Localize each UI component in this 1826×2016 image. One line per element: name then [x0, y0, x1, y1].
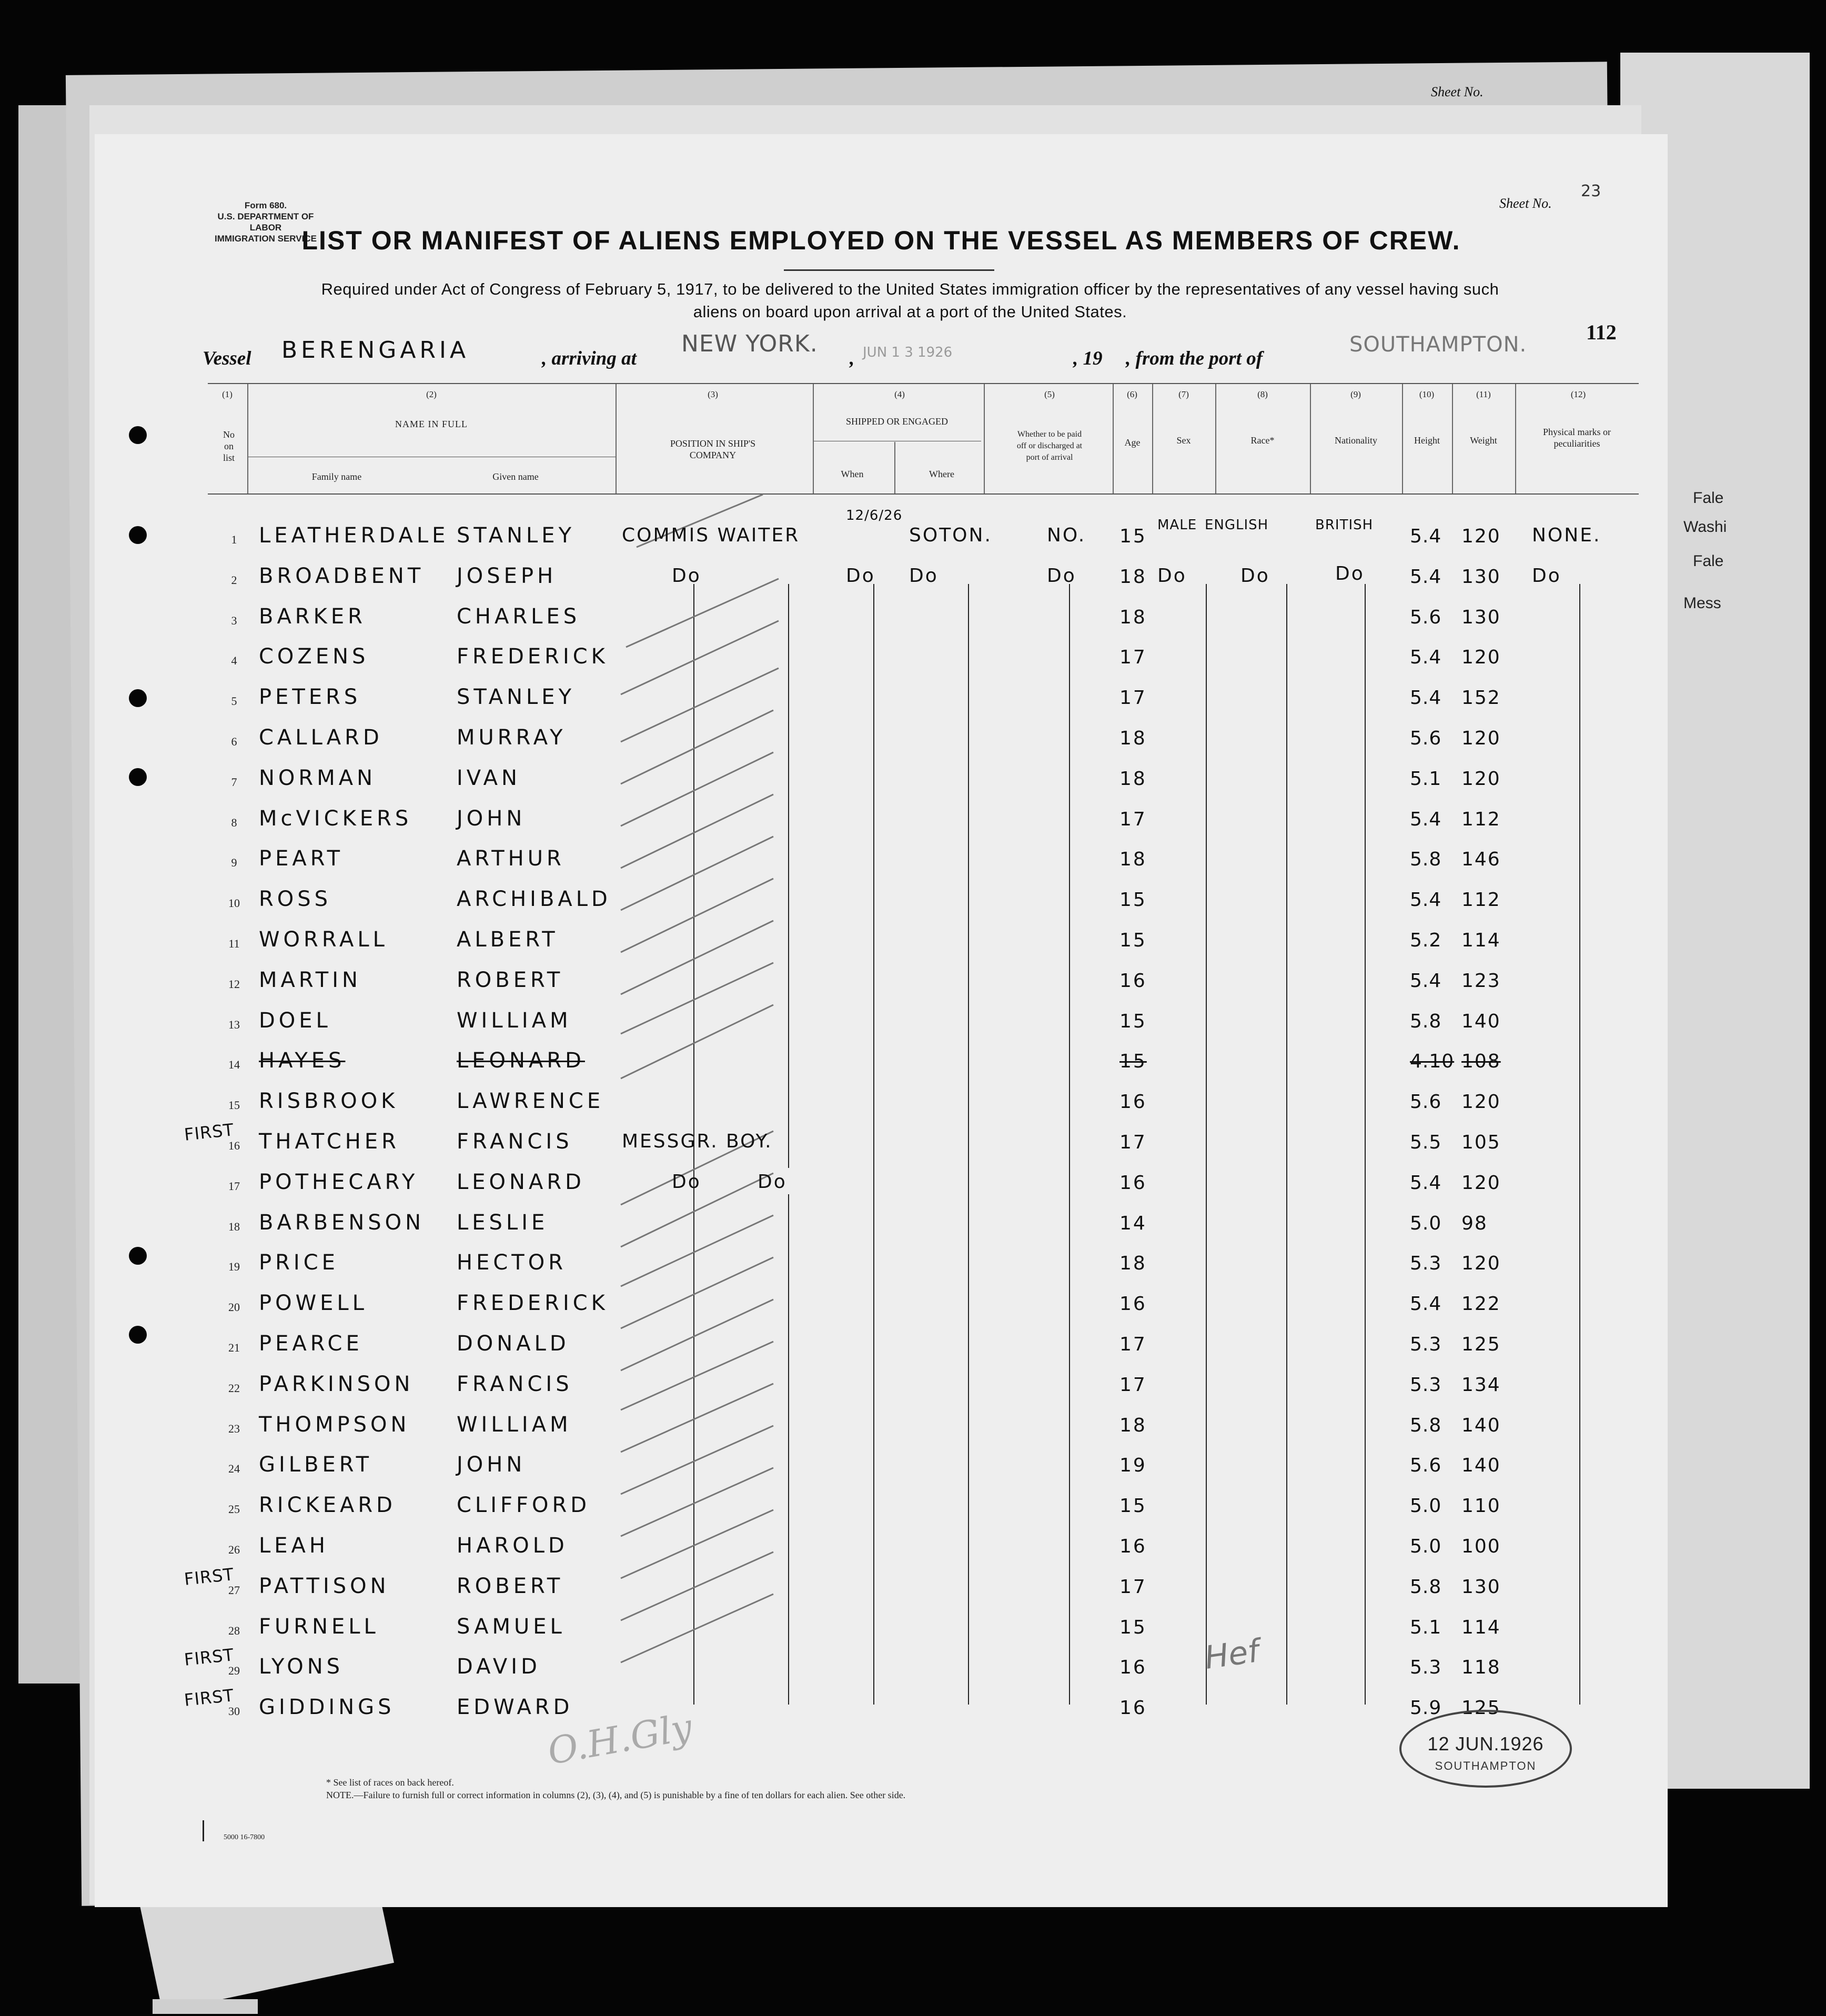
row-number: 16	[228, 1139, 240, 1152]
given-name: HECTOR	[457, 1251, 567, 1275]
height: 5.4	[1410, 526, 1442, 547]
weight: 130	[1461, 1576, 1501, 1598]
family-name: McVICKERS	[259, 807, 412, 831]
stamp-date: 12 JUN.1926	[1427, 1733, 1544, 1755]
faint-signature: O.H.Gly	[544, 1705, 695, 1773]
weight: 140	[1461, 1415, 1501, 1436]
shipped-when: 12/6/26	[846, 508, 903, 523]
age: 17	[1119, 1576, 1147, 1598]
page-subtitle	[179, 278, 1641, 323]
position: Do	[672, 565, 701, 587]
age: 16	[1119, 1697, 1147, 1719]
family-name: PETERS	[259, 685, 361, 709]
row-number: 26	[228, 1543, 240, 1556]
weight: 110	[1461, 1495, 1501, 1517]
margin-tick	[203, 1820, 204, 1841]
weight: 100	[1461, 1536, 1501, 1557]
punch-hole	[129, 1247, 147, 1265]
paid-off: NO.	[1047, 525, 1086, 546]
age: 16	[1119, 1172, 1147, 1194]
row-number: 14	[228, 1058, 240, 1071]
given-name: ROBERT	[457, 968, 564, 992]
margin-note: FIRST	[183, 1685, 235, 1710]
height: 5.0	[1410, 1495, 1442, 1517]
ditto-line-race	[1286, 584, 1287, 1705]
weight: 120	[1461, 1091, 1501, 1113]
col-num-10: (10)	[1419, 389, 1435, 399]
weight: 120	[1461, 768, 1501, 790]
weight: 114	[1461, 930, 1501, 951]
pencil-initials: Hef	[1202, 1632, 1262, 1677]
given-name: LESLIE	[457, 1211, 549, 1235]
given-name: EDWARD	[457, 1695, 573, 1719]
family-name: COZENS	[259, 644, 369, 669]
family-name: PARKINSON	[259, 1372, 414, 1396]
given-name: LEONARD	[457, 1170, 585, 1194]
family-name: GILBERT	[259, 1453, 373, 1477]
age: 14	[1119, 1213, 1147, 1234]
punch-hole	[129, 526, 147, 544]
sheet-number-value: 23	[1581, 182, 1601, 200]
height: 5.8	[1410, 1576, 1442, 1598]
position: MESSGR. BOY.	[622, 1131, 773, 1152]
family-name: THOMPSON	[259, 1413, 410, 1437]
family-name: WORRALL	[259, 928, 388, 952]
height: 5.9	[1410, 1697, 1442, 1719]
position: Do	[672, 1171, 701, 1193]
col-num-6: (6)	[1127, 389, 1137, 399]
age: 18	[1119, 1253, 1147, 1274]
weight: 122	[1461, 1293, 1501, 1315]
header-when: When	[841, 469, 864, 479]
age: 17	[1119, 1334, 1147, 1355]
sheet-number-label: Sheet No.	[1499, 196, 1552, 211]
height: 5.4	[1410, 1172, 1442, 1194]
header-given-name: Given name	[492, 471, 539, 482]
age: 17	[1119, 647, 1147, 668]
header-nationality: Nationality	[1335, 435, 1377, 446]
row-number: 30	[228, 1705, 240, 1718]
shipped-when: Do	[846, 565, 875, 587]
row-number: 8	[231, 816, 237, 829]
paid-off: Do	[1047, 565, 1076, 587]
vessel-label: Vessel	[203, 348, 251, 369]
given-name: WILLIAM	[457, 1413, 572, 1437]
height: 5.3	[1410, 1253, 1442, 1274]
family-name: LEAH	[259, 1534, 329, 1558]
right-margin-word-1: Fale	[1693, 489, 1724, 507]
row-number: 28	[228, 1624, 240, 1637]
weight: 105	[1461, 1132, 1501, 1153]
age: 18	[1119, 768, 1147, 790]
sex: MALE	[1157, 517, 1197, 533]
vessel-name: BERENGARIA	[281, 337, 470, 364]
family-name: LYONS	[259, 1655, 344, 1679]
given-name: LAWRENCE	[457, 1089, 604, 1113]
family-name: FURNELL	[259, 1615, 379, 1639]
row-number: 7	[231, 775, 237, 789]
title-divider	[784, 269, 994, 271]
col-num-2: (2)	[426, 389, 437, 399]
height: 5.8	[1410, 1415, 1442, 1436]
weight: 120	[1461, 728, 1501, 749]
family-name: MARTIN	[259, 968, 361, 992]
age: 15	[1119, 526, 1147, 547]
header-family-name: Family name	[311, 471, 362, 482]
family-name: GIDDINGS	[259, 1695, 395, 1719]
row-number: 18	[228, 1220, 240, 1233]
weight: 108	[1461, 1051, 1501, 1072]
family-name: PRICE	[259, 1251, 339, 1275]
height: 4.10	[1410, 1051, 1455, 1072]
height: 5.0	[1410, 1536, 1442, 1557]
from-port-label: , from the port of	[1126, 348, 1263, 369]
date-stamp: JUN 1 3 1926	[863, 345, 953, 360]
age: 16	[1119, 970, 1147, 992]
punch-hole	[129, 689, 147, 707]
col-num-11: (11)	[1476, 389, 1491, 399]
col-divider	[894, 442, 895, 493]
family-name: PATTISON	[259, 1574, 390, 1598]
height: 5.6	[1410, 607, 1442, 628]
given-name: ARCHIBALD	[457, 887, 611, 911]
given-name: IVAN	[457, 766, 521, 790]
header-age: Age	[1124, 437, 1141, 448]
height: 5.8	[1410, 1011, 1442, 1032]
family-name: PEARCE	[259, 1332, 363, 1356]
page-title: LIST OR MANIFEST OF ALIENS EMPLOYED ON THE VESSEL AS MEMBERS OF CREW.	[301, 226, 1461, 255]
age: 17	[1119, 687, 1147, 709]
header-sex: Sex	[1176, 435, 1191, 446]
given-name: FREDERICK	[457, 644, 609, 669]
height: 5.4	[1410, 889, 1442, 911]
page-number: 112	[1586, 320, 1617, 344]
form-number: Form 680.	[244, 200, 287, 210]
weight: 152	[1461, 687, 1501, 709]
col-num-12: (12)	[1570, 389, 1586, 399]
given-name: JOSEPH	[457, 564, 557, 588]
print-code: 5000 16-7800	[224, 1833, 265, 1841]
from-port: SOUTHAMPTON.	[1349, 332, 1527, 357]
shipped-where: SOTON.	[909, 525, 992, 546]
margin-note: FIRST	[183, 1564, 235, 1589]
age: 18	[1119, 849, 1147, 870]
row-number: 10	[228, 896, 240, 910]
age: 15	[1119, 1495, 1147, 1517]
weight: 120	[1461, 647, 1501, 668]
shipped-where: Do	[909, 565, 939, 587]
height: 5.0	[1410, 1213, 1442, 1234]
height: 5.4	[1410, 809, 1442, 830]
family-name: HAYES	[259, 1049, 346, 1073]
age: 17	[1119, 1132, 1147, 1153]
row-number: 4	[231, 654, 237, 667]
weight: 120	[1461, 526, 1501, 547]
weight: 146	[1461, 849, 1501, 870]
family-name: POWELL	[259, 1291, 368, 1315]
header-shipped-engaged: SHIPPED OR ENGAGED	[845, 416, 948, 427]
weight: 112	[1461, 889, 1501, 911]
row-number: 22	[228, 1382, 240, 1395]
row-number: 15	[228, 1098, 240, 1112]
pencil-hatch-marks	[605, 473, 868, 1736]
position: COMMIS WAITER	[622, 525, 800, 546]
row-number: 20	[228, 1301, 240, 1314]
given-name: FRANCIS	[457, 1130, 573, 1154]
col-divider	[984, 384, 985, 493]
col-num-7: (7)	[1178, 389, 1189, 399]
height: 5.3	[1410, 1657, 1442, 1678]
header-position: POSITION IN SHIP'S COMPANY	[670, 438, 756, 460]
header-weight: Weight	[1470, 435, 1497, 446]
given-name: HAROLD	[457, 1534, 568, 1558]
family-name: CALLARD	[259, 725, 383, 750]
arriving-label: , arriving at	[542, 348, 637, 369]
row-number: 1	[231, 533, 237, 546]
subtitle-line-2: aliens on board upon arrival at a port of the United States.	[693, 303, 1127, 321]
age: 19	[1119, 1455, 1147, 1476]
height: 5.3	[1410, 1334, 1442, 1355]
service-name: IMMIGRATION SERVICE	[215, 234, 317, 244]
physical-marks: NONE.	[1532, 525, 1601, 546]
age: 16	[1119, 1293, 1147, 1315]
height: 5.4	[1410, 687, 1442, 709]
family-name: DOEL	[259, 1009, 331, 1033]
arriving-port: NEW YORK.	[681, 330, 818, 357]
header-paid-off: Whether to be paid off or discharged at port of arrival	[1016, 430, 1083, 462]
row-number: 3	[231, 614, 237, 627]
height: 5.4	[1410, 1293, 1442, 1315]
row-number: 2	[231, 573, 237, 587]
given-name: SAMUEL	[457, 1615, 566, 1639]
race: Do	[1240, 565, 1270, 587]
weight: 118	[1461, 1657, 1501, 1678]
age: 16	[1119, 1536, 1147, 1557]
back-sheet-number-label: Sheet No.	[1431, 84, 1484, 99]
given-name: DONALD	[457, 1332, 570, 1356]
weight: 114	[1461, 1617, 1501, 1638]
punch-hole	[129, 1326, 147, 1344]
given-name: CLIFFORD	[457, 1493, 591, 1517]
header-height: Height	[1414, 435, 1440, 446]
height: 5.4	[1410, 970, 1442, 992]
age: 16	[1119, 1657, 1147, 1678]
given-name: ARTHUR	[457, 846, 565, 871]
height: 5.4	[1410, 647, 1442, 668]
right-margin-word-3: Fale	[1693, 552, 1724, 570]
row-number: 11	[228, 937, 240, 950]
col-num-8: (8)	[1257, 389, 1268, 399]
row-number: 23	[228, 1422, 240, 1435]
given-name: JOHN	[457, 807, 526, 831]
height: 5.6	[1410, 1091, 1442, 1113]
given-name: ALBERT	[457, 928, 559, 952]
weight: 130	[1461, 607, 1501, 628]
col-divider	[247, 384, 248, 493]
height: 5.5	[1410, 1132, 1442, 1153]
race: ENGLISH	[1205, 517, 1269, 533]
age: 18	[1119, 566, 1147, 588]
stamp-place: SOUTHAMPTON	[1435, 1759, 1537, 1772]
age: 18	[1119, 728, 1147, 749]
nationality: Do	[1335, 563, 1365, 584]
family-name: NORMAN	[259, 766, 376, 790]
age: 17	[1119, 809, 1147, 830]
header-name-in-full: NAME IN FULL	[395, 419, 468, 429]
height: 5.3	[1410, 1374, 1442, 1396]
family-name: PEART	[259, 846, 344, 871]
col-num-5: (5)	[1044, 389, 1055, 399]
row-number: 13	[228, 1018, 240, 1031]
col-num-9: (9)	[1350, 389, 1361, 399]
age: 15	[1119, 930, 1147, 951]
weight: 130	[1461, 566, 1501, 588]
age: 15	[1119, 889, 1147, 911]
right-margin-word-4: Mess	[1683, 594, 1721, 612]
ditto-line-nationality	[1365, 584, 1366, 1705]
age: 15	[1119, 1011, 1147, 1032]
col-num-3: (3)	[708, 389, 718, 399]
row-number: 17	[228, 1180, 240, 1193]
header-physical-marks: Physical marks or peculiarities	[1543, 427, 1611, 449]
margin-note: FIRST	[183, 1120, 235, 1145]
nationality: BRITISH	[1315, 517, 1374, 533]
family-name: BROADBENT	[259, 564, 425, 588]
weight: 112	[1461, 809, 1501, 830]
port-stamp	[1399, 1710, 1572, 1788]
age: 18	[1119, 1415, 1147, 1436]
given-name: JOHN	[457, 1453, 526, 1477]
weight: 125	[1461, 1697, 1501, 1719]
given-name: MURRAY	[457, 725, 567, 750]
year-label: , 19	[1073, 348, 1103, 369]
row-number: 5	[231, 694, 237, 708]
physical-marks: Do	[1532, 565, 1561, 587]
weight: 98	[1461, 1213, 1488, 1234]
given-name: DAVID	[457, 1655, 541, 1679]
row-number: 24	[228, 1462, 240, 1475]
row-number: 27	[228, 1584, 240, 1597]
subtitle-line-1: Required under Act of Congress of February 5, 1917, to be delivered to the United States immigration officer by the representatives of any vessel having such	[321, 280, 1499, 298]
weight: 123	[1461, 970, 1501, 992]
ditto-line-marks	[1579, 584, 1580, 1705]
weight: 140	[1461, 1455, 1501, 1476]
given-name: ROBERT	[457, 1574, 564, 1598]
height: 5.6	[1410, 1455, 1442, 1476]
shipped-when: Do	[758, 1171, 787, 1193]
races-footnote: * See list of races on back hereof.	[326, 1777, 454, 1788]
given-name: WILLIAM	[457, 1009, 572, 1033]
family-name: RISBROOK	[259, 1089, 399, 1113]
row-number: 6	[231, 735, 237, 748]
right-margin-word-2: Washi	[1683, 518, 1727, 536]
given-name: STANLEY	[457, 523, 575, 548]
weight: 134	[1461, 1374, 1501, 1396]
height: 5.6	[1410, 728, 1442, 749]
weight: 140	[1461, 1011, 1501, 1032]
table-top-rule	[208, 383, 1639, 384]
height: 5.2	[1410, 930, 1442, 951]
family-name: BARKER	[259, 604, 366, 629]
ditto-line-paid	[1069, 584, 1070, 1705]
row-number: 25	[228, 1503, 240, 1516]
comma-sep: ,	[850, 348, 855, 369]
family-name: THATCHER	[259, 1130, 400, 1154]
penalty-note: NOTE.—Failure to furnish full or correct information in columns (2), (3), (4), and (5) is punishable by a fine of ten dollars for each alien. See other side.	[326, 1790, 906, 1800]
family-name: RICKEARD	[259, 1493, 396, 1517]
given-name: FREDERICK	[457, 1291, 609, 1315]
age: 17	[1119, 1374, 1147, 1396]
weight: 125	[1461, 1334, 1501, 1355]
table-header-rule	[208, 493, 1639, 495]
weight: 120	[1461, 1172, 1501, 1194]
punch-hole	[129, 426, 147, 444]
row-number: 19	[228, 1260, 240, 1273]
bottom-paper-scrap-2	[153, 1999, 258, 2014]
header-no-on-list: No on list	[223, 429, 235, 463]
family-name: LEATHERDALE	[259, 523, 449, 548]
height: 5.8	[1410, 849, 1442, 870]
col-num-1: (1)	[222, 389, 233, 399]
age: 15	[1119, 1617, 1147, 1638]
margin-note: FIRST	[183, 1645, 235, 1670]
ditto-line-where	[968, 584, 969, 1705]
row-number: 9	[231, 856, 237, 869]
header-race: Race*	[1250, 435, 1275, 446]
given-name: FRANCIS	[457, 1372, 573, 1396]
family-name: POTHECARY	[259, 1170, 419, 1194]
row-number: 12	[228, 977, 240, 991]
given-name: CHARLES	[457, 604, 581, 629]
age: 18	[1119, 607, 1147, 628]
ditto-line-sex	[1206, 584, 1207, 1705]
family-name: ROSS	[259, 887, 332, 911]
age: 16	[1119, 1091, 1147, 1113]
given-name: LEONARD	[457, 1049, 585, 1073]
height: 5.4	[1410, 566, 1442, 588]
punch-hole	[129, 768, 147, 786]
header-where: Where	[929, 469, 954, 479]
height: 5.1	[1410, 768, 1442, 790]
weight: 120	[1461, 1253, 1501, 1274]
department-name: U.S. DEPARTMENT OF LABOR	[217, 211, 314, 233]
family-name: BARBENSON	[259, 1211, 425, 1235]
row-number: 29	[228, 1664, 240, 1677]
age: 15	[1119, 1051, 1147, 1072]
row-number: 21	[228, 1341, 240, 1354]
height: 5.1	[1410, 1617, 1442, 1638]
given-name: STANLEY	[457, 685, 575, 709]
col-num-4: (4)	[894, 389, 905, 399]
sex: Do	[1157, 565, 1187, 587]
ditto-line-when	[873, 584, 874, 1705]
